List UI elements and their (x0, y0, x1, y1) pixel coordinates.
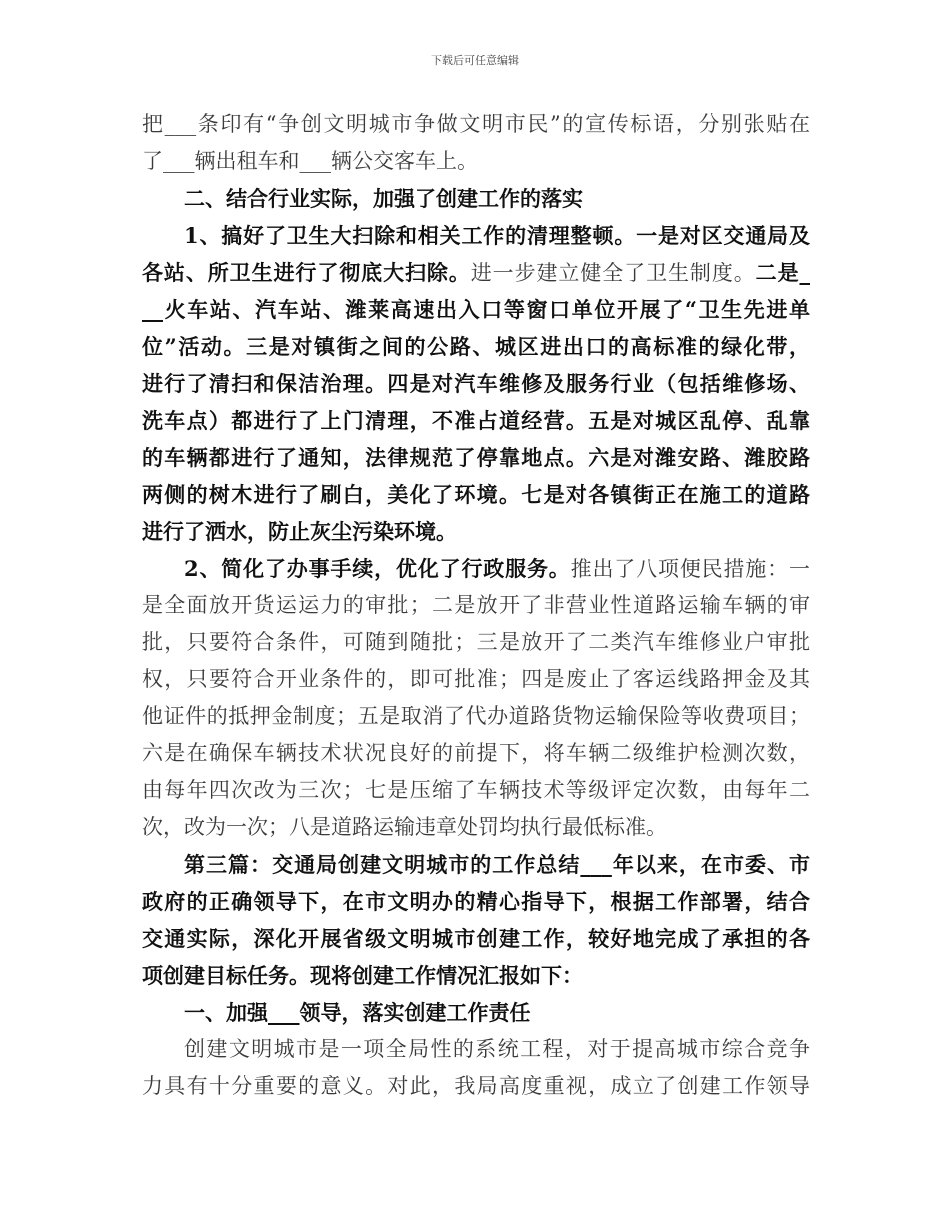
text-run: 推出了八项便民措施：一 (570, 557, 810, 581)
text-line (142, 217, 810, 254)
text-line: 洗车点）都进行了上门清理，不准占道经营。五是对城区乱停、乱靠 (142, 408, 810, 433)
text-line (142, 550, 810, 587)
text-line: 批，只要符合条件，可随到随批；三是放开了二类汽车维修业户审批 (142, 630, 810, 654)
text-line: 次，改为一次；八是道路运输违章处罚均执行最低标准。 (142, 815, 667, 839)
document-body (142, 106, 810, 1105)
text-run: 2、简化了办事手续，优化了行政服务。 (184, 556, 571, 581)
text-line (142, 254, 810, 291)
text-line: 位”活动。三是对镇街之间的公路、城区进出口的高标准的绿化带， (142, 334, 810, 359)
text-line: 项创建目标任务。现将创建工作情况汇报如下： (142, 963, 583, 988)
text-line: __火车站、汽车站、潍莱高速出入口等窗口单位开展了“卫生先进单 (142, 297, 810, 322)
text-line: 是全面放开货运运力的审批；二是放开了非营业性道路运输车辆的审 (142, 593, 810, 617)
text-line: 创建文明城市是一项全局性的系统工程，对于提高城市综合竞争 (184, 1037, 810, 1061)
text-line: 进行了洒水，防止灰尘污染环境。 (142, 519, 457, 544)
text-line: 两侧的树木进行了刷白，美化了环境。七是对各镇街正在施工的道路 (142, 482, 810, 507)
text-line: 权，只要符合开业条件的，即可批准；四是废止了客运线路押金及其 (142, 667, 810, 691)
text-line: 二、结合行业实际，加强了创建工作的落实 (184, 186, 583, 211)
text-line: 进行了清扫和保洁治理。四是对汽车维修及服务行业（包括维修场、 (142, 371, 810, 396)
text-run: 进一步建立健全了卫生制度。 (470, 261, 756, 285)
text-line: 由每年四次改为三次；七是压缩了车辆技术等级评定次数，由每年二 (142, 778, 810, 802)
text-run: 1、搞好了卫生大扫除和相关工作的清理整顿。一是对区交通局及 (184, 223, 810, 248)
text-line: 交通实际，深化开展省级文明城市创建工作，较好地完成了承担的各 (142, 926, 810, 951)
text-line: 六是在确保车辆技术状况良好的前提下，将车辆二级维护检测次数， (142, 741, 810, 765)
text-line: 政府的正确领导下，在市文明办的精心指导下，根据工作部署，结合 (142, 889, 810, 914)
text-line: 一、加强___领导，落实创建工作责任 (184, 1000, 531, 1025)
text-line: 把___条印有“争创文明城市争做文明市民”的宣传标语，分别张贴在 (142, 112, 810, 136)
text-line: 力具有十分重要的意义。对此，我局高度重视，成立了创建工作领导 (142, 1074, 810, 1098)
text-line: 的车辆都进行了通知，法律规范了停靠地点。六是对潍安路、潍胶路 (142, 445, 810, 470)
text-line: 第三篇：交通局创建文明城市的工作总结___年以来，在市委、市 (184, 852, 810, 877)
text-run: 二是_ (755, 260, 811, 285)
text-line: 了___辆出租车和___辆公交客车上。 (142, 149, 478, 173)
page-header: 下载后可任意编辑 (431, 54, 519, 67)
text-line: 他证件的抵押金制度；五是取消了代办道路货物运输保险等收费项目； (142, 704, 810, 728)
text-run: 各站、所卫生进行了彻底大扫除。 (142, 260, 471, 285)
